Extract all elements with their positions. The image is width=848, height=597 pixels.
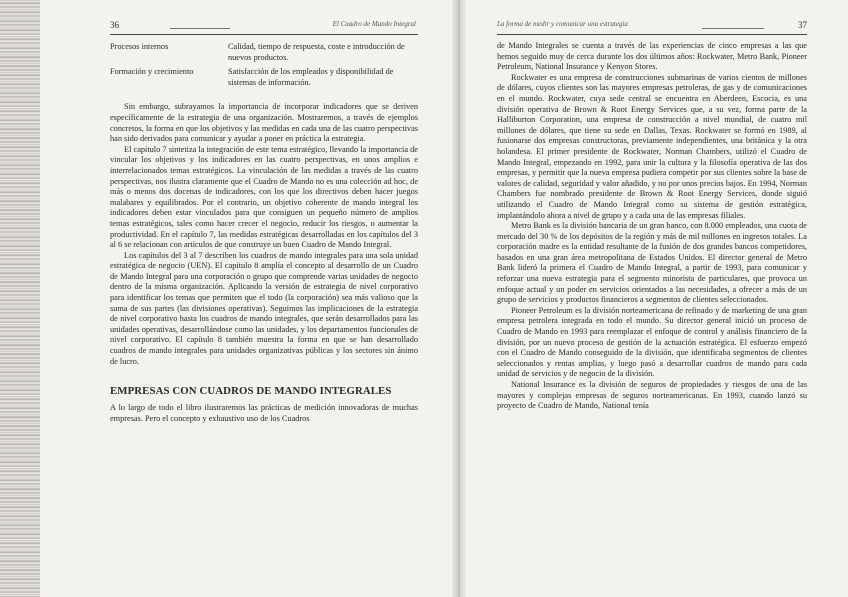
left-page-header (110, 18, 418, 35)
right-page (497, 18, 807, 412)
paragraph: Pioneer Petroleum es la división norteamericana de refinado y de marketing de una gran empresa petrolera integrada en todo el mundo. Su director general inició un proceso de Cuadro de Mando en 1993 para reemplazar el enfoque de control y análisis financiero de la división, por un nuevo proceso de gestión de la actuación estratégica. El esfuerzo empezó con el Cuadro de Mando conseguido de la división, que identificaba segmentos de clientes seleccionados y rentas amplias, y luego pasó a desarrollar cuadros de mando para cada unidad de servicios y de negocio de la división. (497, 305, 807, 379)
table-row (110, 42, 418, 63)
section-heading: EMPRESAS CON CUADROS DE MANDO INTEGRALES (110, 385, 392, 398)
table-row (110, 67, 418, 88)
table-term: Procesos internos (110, 42, 169, 51)
paragraph: National Insurance es la división de seguros de propiedades y riesgos de una de las mayores y complejas empresas de seguros norteamericanas. En 1993, cuando lanzó su proyecto de Cuadro de Mando, National tenía (497, 380, 807, 411)
table-definition: Satisfacción de los empleados y disponibilidad de sistemas de información. (228, 67, 394, 87)
left-running-head: El Cuadro de Mando Integral (332, 20, 416, 28)
paragraph: de Mando Integrales se cuenta a través de las experiencias de cinco empresas a las que hemos seguido muy de cerca durante los dos últimos años: Rockwater, Metro Bank, Pioneer Petroleum, National Insurance y Kenyon Stores. (497, 41, 807, 72)
paragraph: El capítulo 7 sintetiza la integración de este tema estratégico, llevando la importancia de vincular los objetivos y los indicadores en las cuatro perspectivas, en unos amplios e interrelacionados temas estratégicos. La vinculación de las medidas a través de las cuatro perspectivas, nos ilustra claramente que el Cuadro de Mando no es una colección ad hoc, de más o menos dos docenas de indicadores, con los que los directivos deben hacer juegos malabares y equilibrados. Por el contrario, un objetivo coherente de mando integral los indicadores deben estar vinculados para que consiguen un pequeño número de amplios temas estratégicos, tales como hacer crecer el negocio, reducir los riesgos, o aumentar la productividad. En el capítulo 7, las medidas estratégicas desarrolladas en los capítulos del 3 al 6 se relacionan con artículos de que construye un buen Cuadro de Mando Integral. (110, 144, 418, 250)
paragraph: Metro Bank es la división bancaria de un gran banco, con 8.000 empleados, una cuota de mercado del 30 % de los depósitos de la región y más de mil millones en ingresos totales. La corporación madre es la entidad resultante de la fusión de dos grandes bancos competidores, basados en una gran área metropolitana de Estados Unidos. El director general de Metro Bank lideró la primera el Cuadro de Mando Integral, a partir de 1993, para comunicar y reforzar una nueva estrategia para el segmento minorista de particulares, que provoca un enfoque actual y un poder en servicios orientados a las necesidades, a ofrecer a más de un grupo de servicios y productos financieros a segmentos de clientes seleccionados. (497, 221, 807, 305)
paragraph: Rockwater es una empresa de construcciones submarinas de varios cientos de millones de dólares, cuyos clientes son las mayores empresas petroleras, de gas y de comunicaciones en el mundo. Rockwater, cuya sede central se encuentra en Aberdeen, Escocia, es una división operativa de Brown & Root Energy Services que, a su vez, forma parte de la Halliburton Corporation, una empresa de construcción a nivel mundial, de cuatro mil millones de dólares, que tiene su sede en Dallas, Texas. Rockwater se formó en 1989, al fusionarse dos empresas constructoras, previamente independientes, una británica y la otra holandesa. El primer presidente de Rockwater, Norman Chambers, utilizó el Cuadro de Mando Integral, empezando en 1992, para unir la cultura y la filosofía operativa de las dos empresas, y permitir que la nueva empresa pudiera competir por sus clientes sobre la base de valores de calidad, seguridad y valor añadido, y no por unos precios bajos. En 1994, Norman Chambers fue nombrado presidente de Brown & Root Energy Services, donde siguió utilizando el Cuadro de Mando Integral como su sistema de gestión estratégica, implantándolo ahora a nivel de grupo y a cada una de las empresas filiales. (497, 72, 807, 220)
paragraph: Sin embargo, subrayamos la importancia de incorporar indicadores que se deriven específicamente de la estrategia de una organización. Mostraremos, a través de ejemplos concretos, la forma en que los objetivos y las medidas en cada una de las cuatro perspectivas han sido derivados para comunicar y ayudar a poner en práctica la estrategia. (110, 102, 418, 144)
header-rule (702, 28, 764, 29)
right-page-number: 37 (798, 20, 807, 30)
table-term: Formación y crecimiento (110, 67, 194, 77)
right-page-header (497, 18, 807, 35)
scan-edge-artifact (0, 0, 40, 597)
paragraph: Los capítulos del 3 al 7 describen los cuadros de mando integrales para una sola unidad estratégica de negocio (UEN). El capítulo 8 amplía el concepto al desarrollo de un Cuadro de Mando Integral para una corporación o grupo que comprende varias unidades de negocio dentro de la misma organización. Aplicando la versión de estrategia de nivel corporativo para identificar los temas que permiten que el todo (la corporación) sea más valioso que la suma de sus partes (las divisiones operativas). Seguimos las implicaciones de la estrategia de nivel corporativo hasta los cuadros de mando integrales, que serán desarrollados para las unidades operativas, desarrollándose como las unidades, y los departamentos funcionales de nivel corporativo. El capítulo 8 también muestra la forma en que se han desarrollado cuadros de mando integrales para unidades organizativas públicas y los sectores sin ánimo de lucro. (110, 250, 418, 366)
perspective-table (110, 42, 418, 88)
left-page (110, 18, 418, 424)
table-definition: Calidad, tiempo de respuesta, coste e introducción de nuevos productos. (228, 42, 405, 62)
book-spine (452, 0, 466, 597)
paragraph: A lo largo de todo el libro ilustraremos las prácticas de medición innovadoras de muchas empresas. Pero el concepto y exhaustivo uso de los Cuadros (110, 403, 418, 423)
header-rule (170, 28, 230, 29)
right-body-text (497, 41, 807, 412)
left-page-number: 36 (110, 20, 119, 30)
left-body-text (110, 102, 418, 367)
right-running-head: La forma de medir y comunicar una estrategia (497, 20, 628, 28)
